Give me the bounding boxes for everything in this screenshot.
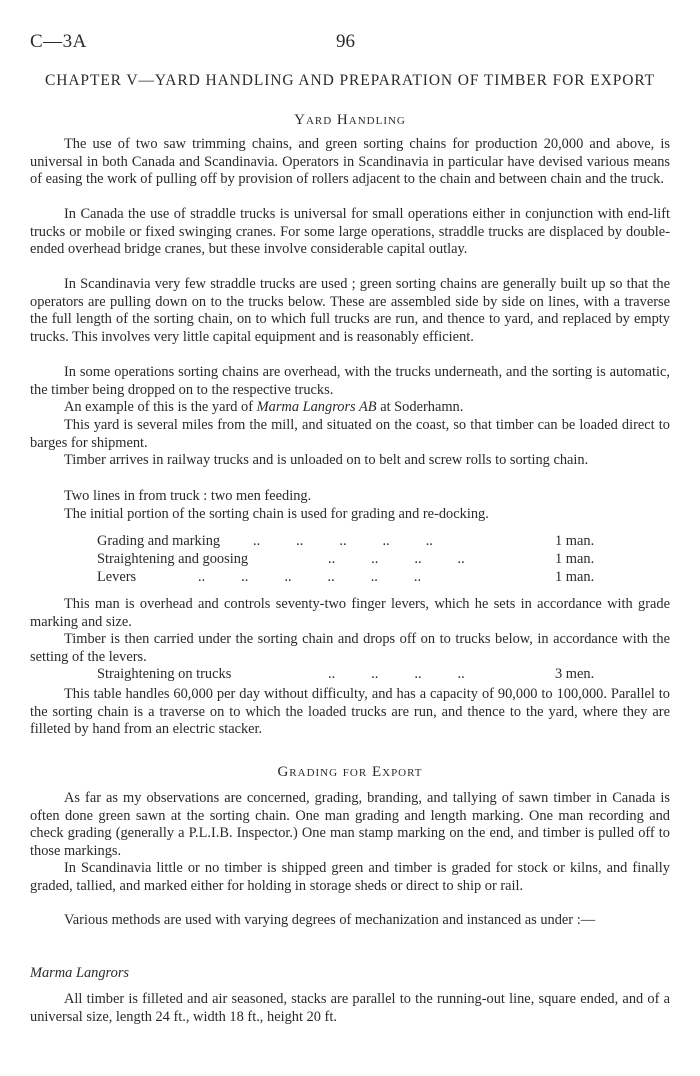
paragraph: This man is overhead and controls seventy-two finger levers, which he sets in accordance with grade marking and size. [30,596,670,630]
list-item-label: Straightening on trucks [97,666,232,682]
paragraph: This yard is several miles from the mill, and situated on the coast, so that timber can be loaded direct to barges for shipment. [30,417,670,451]
paragraph: In some operations sorting chains are overhead, with the trucks underneath, and the sorting is automatic, the timber being dropped on to the respective trucks. [30,364,670,398]
list-item [97,666,617,684]
list-item-value: 3 men. [555,666,595,682]
paragraph: The use of two saw trimming chains, and green sorting chains for production 20,000 and above, is universal in both Canada and Scandinavia. Operators in Scandinavia in particular have devised various means of easing the work of pulling off by provision of rollers adjacent to the chain and between chain and the truck. [30,136,670,187]
list-item-label: Grading and marking [97,533,224,551]
company-name: Marma Langrors AB [256,399,377,415]
paragraph: In Scandinavia little or no timber is shipped green and timber is graded for stock or kilns, and finally graded, tallied, and marked either for holding in storage sheds or direct to ship or rail. [30,860,670,894]
list-item-value: 1 man. [555,533,595,549]
paragraph: In Canada the use of straddle trucks is universal for small operations either in conjunction with end-lift trucks or mobile or fixed swinging cranes. For some large operations, straddle trucks are displaced by double-ended overhead bridge cranes, but these involve considerable capital outlay. [30,206,670,257]
chapter-title: CHAPTER V—YARD HANDLING AND PREPARATION OF TIMBER FOR EXPORT [45,72,655,89]
paragraph: All timber is filleted and air seasoned, stacks are parallel to the running-out line, square ended, and of a universal size, length 24 ft., width 18 ft., height 20 ft. [30,991,670,1025]
document-reference: C—3A [30,31,87,52]
section-heading-yard-handling: Yard Handling [294,112,406,128]
list-item-value: 1 man. [555,551,595,567]
text-run: at Soderhamn. [376,399,464,415]
list-item [97,533,617,551]
paragraph: As far as my observations are concerned, grading, branding, and tallying of sawn timber in Canada is often done green sawn at the sorting chain. One man grading and length marking. One man recording and check grading (generally a P.L.I.B. Inspector.) One man stamp marking on the end, and timber is pulled off to those markings. [30,790,670,859]
paragraph: In Scandinavia very few straddle trucks are used ; green sorting chains are generally built up so that the operators are pulling down on to the trucks below. These are assembled side by side on lines, with a traverse the full length of the sorting chain, on to which full trucks are run, and thence to yard, and replaced by empty trucks. This involves very little capital equipment and is reasonably efficient. [30,276,670,345]
list-item [97,551,617,569]
list-item-label: Levers [97,569,137,585]
leader-dots: .. .. .. .. .. [253,533,433,549]
page-number: 96 [336,31,355,52]
paragraph: Timber arrives in railway trucks and is unloaded on to belt and screw rolls to sorting chain. [64,452,589,468]
paragraph: This table handles 60,000 per day without difficulty, and has a capacity of 90,000 to 100,000. Parallel to the sorting chain is a traverse on to which the loaded trucks are run, and thence to the yard, where they are filleted by hand from an electric stacker. [30,686,670,737]
paragraph: Two lines in from truck : two men feeding. [64,488,312,504]
leader-dots: .. .. .. .. [328,666,465,682]
paragraph: The initial portion of the sorting chain is used for grading and re-docking. [64,506,489,522]
list-item [97,569,617,587]
list-item-label: Straightening and goosing [97,551,249,567]
paragraph: Timber is then carried under the sorting chain and drops off on to trucks below, in accordance with the setting of the levers. [30,631,670,665]
subheading: Marma Langrors [30,965,130,981]
section-heading-grading-for-export: Grading for Export [277,764,423,780]
leader-dots: .. .. .. .. .. .. [198,569,422,585]
paragraph [30,399,670,417]
leader-dots: .. .. .. .. [328,551,465,567]
list-item-value: 1 man. [555,569,595,585]
paragraph: Various methods are used with varying degrees of mechanization and instanced as under :— [64,912,596,928]
text-run: An example of this is the yard of [64,399,257,415]
